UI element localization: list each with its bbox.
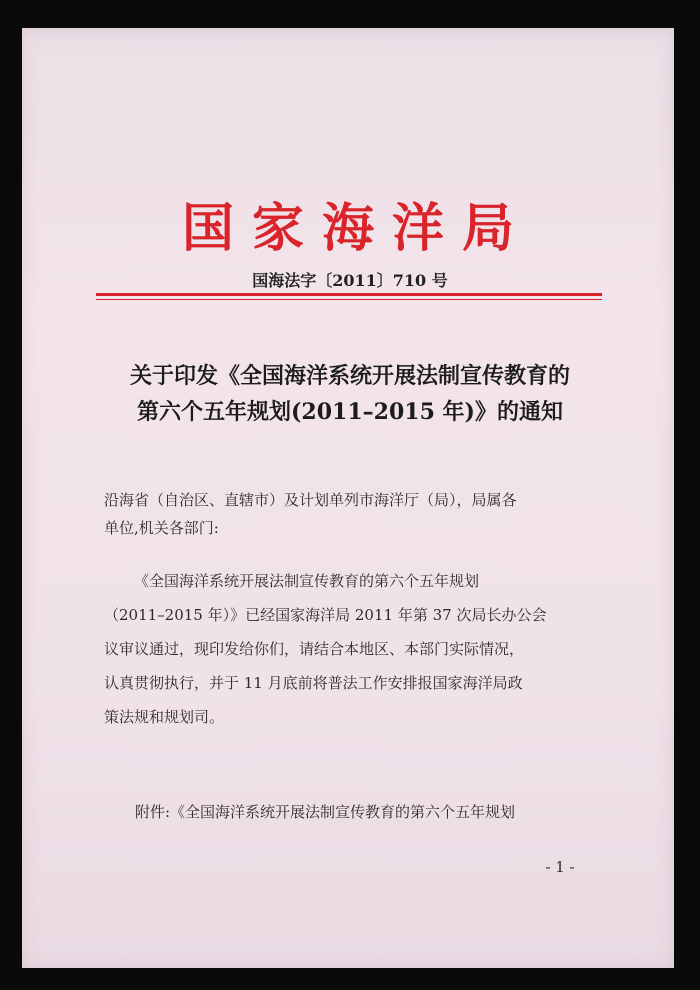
body-line-4: 认真贯彻执行，并于 11 月底前将普法工作安排报国家海洋局政 [104, 674, 523, 692]
red-header-rule-thin [96, 299, 602, 300]
red-header-rule [96, 293, 602, 296]
page-number: - 1 - [545, 858, 575, 876]
body-line-3: 议审议通过，现印发给你们，请结合本地区、本部门实际情况， [104, 640, 525, 658]
notice-title-line1: 关于印发《全国海洋系统开展法制宣传教育的 [129, 363, 570, 389]
notice-body [104, 564, 604, 734]
notice-title-line2: 第六个五年规划(2011–2015 年)》的通知 [137, 399, 563, 425]
document-number: 国海法字〔2011〕710 号 [252, 271, 448, 290]
issuing-organization: 国家海洋局 [181, 198, 532, 259]
body-line-1: 《全国海洋系统开展法制宣传教育的第六个五年规划 [134, 572, 480, 590]
body-line-5: 策法规和规划司。 [104, 708, 225, 726]
attachment-line: 附件:《全国海洋系统开展法制宣传教育的第六个五年规划 [135, 803, 516, 821]
addressee-line1: 沿海省（自治区、直辖市）及计划单列市海洋厅（局），局属各 [104, 491, 517, 509]
notice-title [60, 358, 640, 430]
addressee-line2: 单位,机关各部门: [104, 519, 219, 537]
addressee [104, 486, 604, 542]
body-line-2: （2011–2015 年）》已经国家海洋局 2011 年第 37 次局长办公会 [104, 606, 547, 624]
